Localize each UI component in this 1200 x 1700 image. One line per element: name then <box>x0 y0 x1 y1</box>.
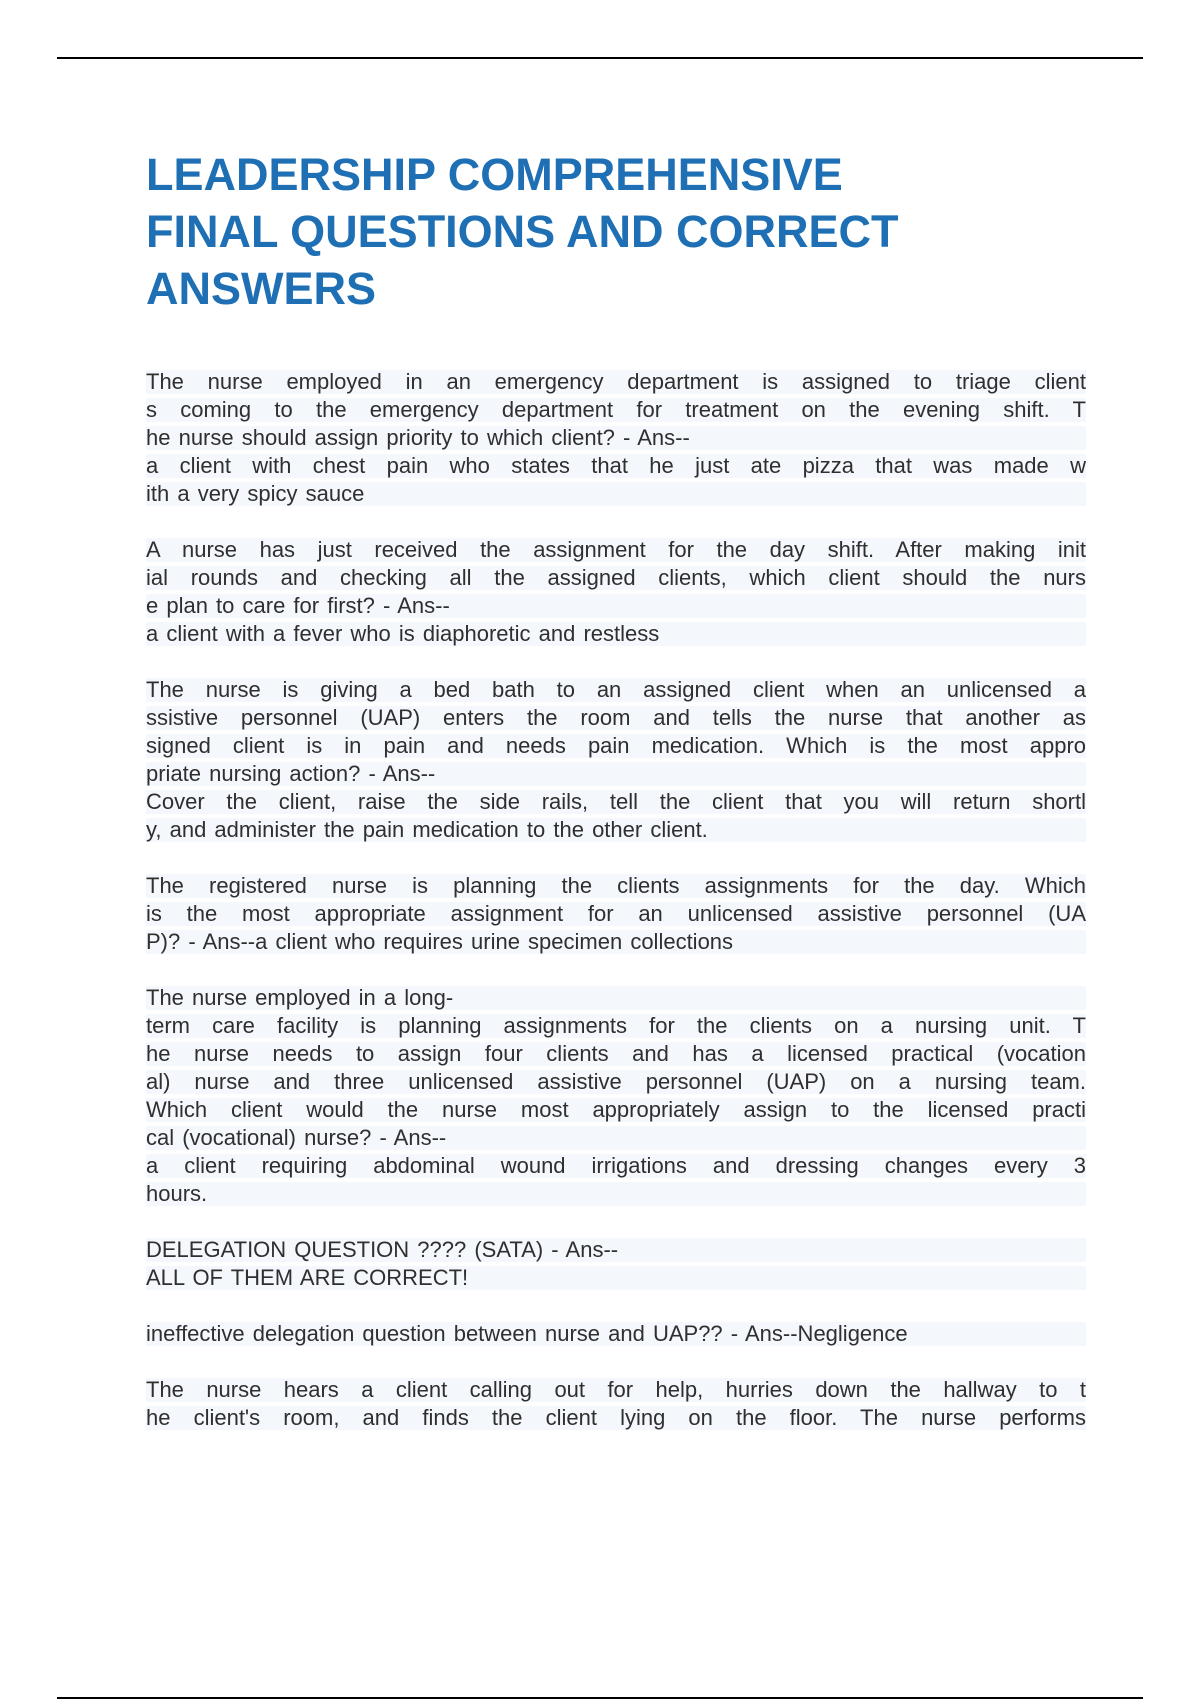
text-line: The nurse employed in an emergency department is assigned to triage client <box>146 369 1086 394</box>
text-line: Cover the client, raise the side rails, tell the client that you will return shortl <box>146 789 1086 814</box>
text-line: The nurse hears a client calling out for help, hurries down the hallway to t <box>146 1377 1086 1402</box>
title-line: ANSWERS <box>146 263 377 314</box>
qa-block <box>146 536 1086 648</box>
text-line: he nurse needs to assign four clients and has a licensed practical (vocation <box>146 1041 1086 1066</box>
document-body <box>146 368 1086 1460</box>
bottom-rule <box>57 1697 1143 1699</box>
qa-block <box>146 368 1086 508</box>
text-line: DELEGATION QUESTION ???? (SATA) - Ans-- <box>146 1236 1086 1264</box>
qa-block <box>146 872 1086 956</box>
text-line: al) nurse and three unlicensed assistive personnel (UAP) on a nursing team. <box>146 1069 1086 1094</box>
qa-block <box>146 1236 1086 1292</box>
qa-block <box>146 676 1086 844</box>
text-line: The nurse is giving a bed bath to an assigned client when an unlicensed a <box>146 677 1086 702</box>
text-line: Which client would the nurse most appropriately assign to the licensed practi <box>146 1097 1086 1122</box>
text-line: is the most appropriate assignment for an unlicensed assistive personnel (UA <box>146 901 1086 926</box>
top-rule <box>57 57 1143 59</box>
qa-block <box>146 1320 1086 1348</box>
text-line: ssistive personnel (UAP) enters the room and tells the nurse that another as <box>146 705 1086 730</box>
text-line: he client's room, and finds the client lying on the floor. The nurse performs <box>146 1405 1086 1430</box>
text-line: ith a very spicy sauce <box>146 480 1086 508</box>
text-line: cal (vocational) nurse? - Ans-- <box>146 1124 1086 1152</box>
text-line: ineffective delegation question between nurse and UAP?? - Ans--Negligence <box>146 1320 1086 1348</box>
document-title <box>146 146 1046 317</box>
text-line: The registered nurse is planning the clients assignments for the day. Which <box>146 873 1086 898</box>
text-line: a client with a fever who is diaphoretic and restless <box>146 620 1086 648</box>
qa-block <box>146 984 1086 1208</box>
qa-block <box>146 1376 1086 1432</box>
text-line: The nurse employed in a long- <box>146 984 1086 1012</box>
text-line: ALL OF THEM ARE CORRECT! <box>146 1264 1086 1292</box>
text-line: a client requiring abdominal wound irrigations and dressing changes every 3 <box>146 1153 1086 1178</box>
text-line: A nurse has just received the assignment for the day shift. After making init <box>146 537 1086 562</box>
text-line: ial rounds and checking all the assigned clients, which client should the nurs <box>146 565 1086 590</box>
text-line: hours. <box>146 1180 1086 1208</box>
text-line: he nurse should assign priority to which client? - Ans-- <box>146 424 1086 452</box>
title-line: LEADERSHIP COMPREHENSIVE <box>146 149 843 200</box>
text-line: signed client is in pain and needs pain medication. Which is the most appro <box>146 733 1086 758</box>
title-line: FINAL QUESTIONS AND CORRECT <box>146 206 899 257</box>
text-line: e plan to care for first? - Ans-- <box>146 592 1086 620</box>
text-line: s coming to the emergency department for treatment on the evening shift. T <box>146 397 1086 422</box>
text-line: a client with chest pain who states that he just ate pizza that was made w <box>146 453 1086 478</box>
text-line: y, and administer the pain medication to the other client. <box>146 816 1086 844</box>
text-line: P)? - Ans--a client who requires urine specimen collections <box>146 928 1086 956</box>
text-line: priate nursing action? - Ans-- <box>146 760 1086 788</box>
text-line: term care facility is planning assignments for the clients on a nursing unit. T <box>146 1013 1086 1038</box>
